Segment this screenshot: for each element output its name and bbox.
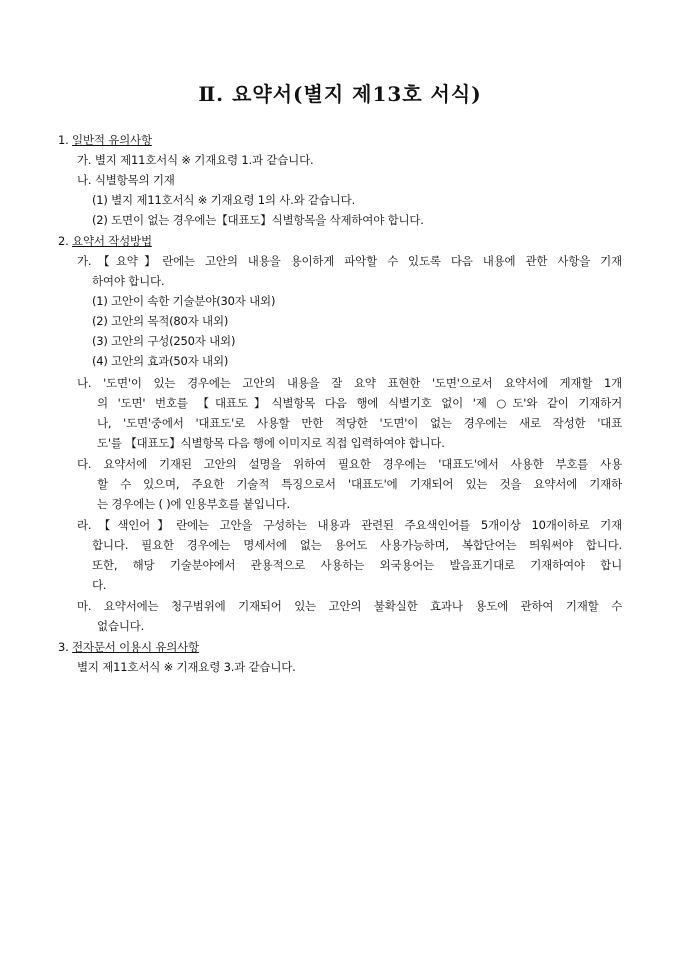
section-3-title: 전자문서 이용시 유의사항 <box>72 640 199 654</box>
section-3-number: 3. <box>58 640 69 654</box>
section-2-ma-line-1: 마. 요약서에는 청구범위에 기재되어 있는 고안의 불확실한 효과나 용도에 관하여 기재할 수 <box>77 599 622 613</box>
section-2-ga-sub-1: (1) 고안이 속한 기술분야(30자 내외) <box>92 294 276 308</box>
section-2-ra-line-4: 다. <box>92 578 107 592</box>
section-2-ga-sub-2: (2) 고안의 목적(80자 내외) <box>92 314 229 328</box>
section-2-ga-line-2: 하여야 합니다. <box>92 274 165 288</box>
page-title: Ⅱ. 요약서(별지 제13호 서식) <box>198 82 482 106</box>
section-1-sub-2: (2) 도면이 없는 경우에는【대표도】식별항목을 삭제하여야 합니다. <box>92 213 424 227</box>
section-2-ra-line-3: 또한, 해당 기술분야에서 관용적으로 사용하는 외국용어는 발음표기대로 기재하여야 합니 <box>92 558 622 572</box>
section-1-item-na: 나. 식별항목의 기재 <box>77 173 175 187</box>
section-1-sub-1: (1) 별지 제11호서식 ※ 기재요령 1의 사.와 같습니다. <box>92 193 356 207</box>
section-2-da-line-3: 는 경우에는 ( )에 인용부호를 붙입니다. <box>97 497 290 511</box>
section-2-na-line-4: 도'를 【대표도】식별항목 다음 행에 이미지로 직접 입력하여야 합니다. <box>97 436 445 450</box>
section-2-na-line-1: 나. '도면'이 있는 경우에는 고안의 내용을 잘 요약 표현한 '도면'으로서 요약서에 게재할 1개 <box>77 376 622 390</box>
section-2-number: 2. <box>58 234 69 248</box>
section-2-ga-line-1: 가.【요약】란에는 고안의 내용을 용이하게 파악할 수 있도록 다음 내용에 관한 사항을 기재 <box>77 254 622 268</box>
section-3-heading <box>58 638 199 656</box>
section-2-title: 요약서 작성방법 <box>72 234 152 248</box>
section-2-da-line-1: 다. 요약서에 기재된 고안의 설명을 위하여 필요한 경우에는 '대표도'에서 사용한 부호를 사용 <box>77 457 622 471</box>
section-1-number: 1. <box>58 133 69 147</box>
section-2-ma-line-2: 없습니다. <box>97 619 145 633</box>
section-1-item-ga: 가. 별지 제11호서식 ※ 기재요령 1.과 같습니다. <box>77 153 314 167</box>
section-2-na-line-3: 나, '도면'중에서 '대표도'로 사용할 만한 적당한 '도면'이 없는 경우에는 새로 작성한 '대표 <box>97 416 622 430</box>
section-2-ra-line-1: 라.【색인어】란에는 고안을 구성하는 내용과 관련된 주요색인어를 5개이상 10개이하로 기재 <box>77 518 622 532</box>
section-2-da-line-2: 할 수 있으며, 주요한 기술적 특징으로서 '대표도'에 기재되어 있는 것을 요약서에 기재하 <box>97 477 622 491</box>
section-2-ra-line-2: 합니다. 필요한 경우에는 명세서에 없는 용어도 사용가능하며, 복합단어는 띄워써야 합니다. <box>92 538 622 552</box>
section-2-na-line-2: 의 '도면' 번호를 【대표도】식별항목 다음 행에 식별기호 없이 '제 ○도'와 같이 기재하거 <box>97 396 622 410</box>
section-1-heading <box>58 131 152 149</box>
section-3-text: 별지 제11호서식 ※ 기재요령 3.과 같습니다. <box>77 660 296 674</box>
section-2-ga-sub-4: (4) 고안의 효과(50자 내외) <box>92 354 229 368</box>
section-1-title: 일반적 유의사항 <box>72 133 152 147</box>
section-2-heading <box>58 232 152 250</box>
section-2-ga-sub-3: (3) 고안의 구성(250자 내외) <box>92 334 236 348</box>
